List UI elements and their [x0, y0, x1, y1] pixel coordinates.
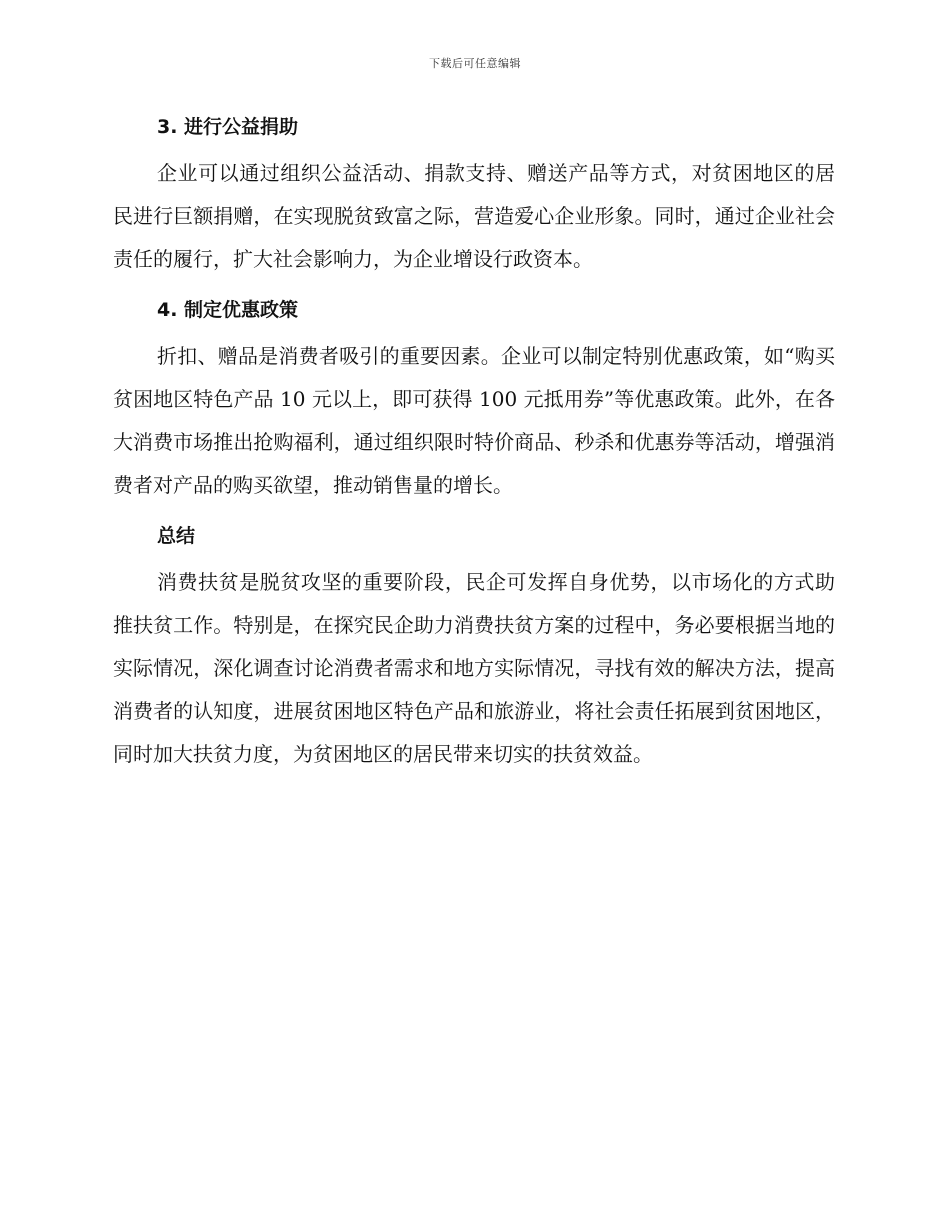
section-paragraph-policy: 折扣、赠品是消费者吸引的重要因素。企业可以制定特别优惠政策，如“购买贫困地区特色产品 10 元以上，即可获得 100 元抵用券”等优惠政策。此外，在各大消费市场推出抢购福利，通过组织限时特价商品、秒杀和优惠券等活动，增强消费者对产品的购买欲望，推动销售量的增长。: [113, 344, 835, 497]
section-heading-summary: 总结: [157, 525, 196, 547]
section-heading-donation: 3. 进行公益捐助: [157, 116, 299, 138]
section-paragraph-donation: 企业可以通过组织公益活动、捐款支持、赠送产品等方式，对贫困地区的居民进行巨额捐赠，在实现脱贫致富之际，营造爱心企业形象。同时，通过企业社会责任的履行，扩大社会影响力，为企业增设行政资本。: [113, 161, 835, 271]
section-heading-policy: 4. 制定优惠政策: [157, 299, 299, 321]
document-body: [113, 106, 835, 776]
page-header: 下载后可任意编辑: [429, 57, 521, 70]
section-paragraph-summary: 消费扶贫是脱贫攻坚的重要阶段，民企可发挥自身优势，以市场化的方式助推扶贫工作。特别是，在探究民企助力消费扶贫方案的过程中，务必要根据当地的实际情况，深化调查讨论消费者需求和地方实际情况，寻找有效的解决方法，提高消费者的认知度，进展贫困地区特色产品和旅游业，将社会责任拓展到贫困地区，同时加大扶贫力度，为贫困地区的居民带来切实的扶贫效益。: [113, 570, 835, 766]
